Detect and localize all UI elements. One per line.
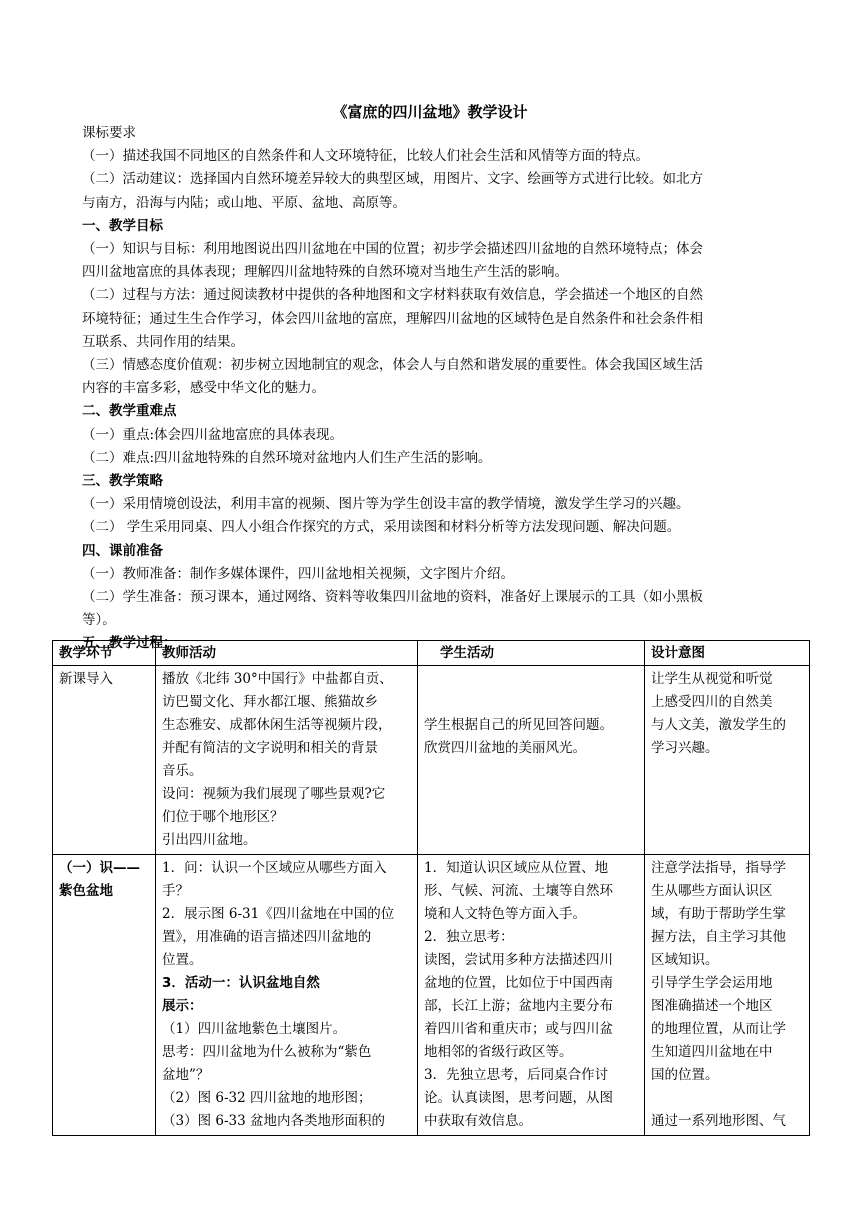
- cell-line: 位置。: [162, 952, 203, 968]
- cell-line: 盆地”？: [162, 1067, 210, 1083]
- header-design-intent: 设计意图: [645, 641, 810, 666]
- cell-line: 通过一系列地形图、气: [651, 1113, 786, 1129]
- paragraph-line: 四川盆地富庶的具体表现；理解四川盆地特殊的自然环境对当地生产生活的影响。: [82, 264, 568, 281]
- paragraph-line: 与南方，沿海与内陆；或山地、平原、盆地、高原等。: [82, 194, 406, 211]
- teaching-process-table: [52, 640, 810, 1136]
- cell-line: 展示：: [162, 998, 203, 1014]
- cell-line: 紫色盆地: [59, 883, 113, 899]
- student-activity-cell: [418, 855, 645, 1136]
- cell-line: 区域知识。: [651, 952, 719, 968]
- cell-line: 与人文美，激发学生的: [651, 717, 786, 733]
- cell-line: 握方法，自主学习其他: [651, 929, 786, 945]
- paragraph-line: 课标要求: [82, 125, 136, 141]
- document-title: 《富庶的四川盆地》教学设计: [332, 103, 528, 121]
- section-heading: 三、教学策略: [82, 473, 163, 490]
- cell-line: 1．知道认识区域应从位置、地: [424, 860, 609, 876]
- cell-line: 引出四川盆地。: [162, 832, 257, 848]
- teacher-activity-cell: [156, 666, 418, 855]
- paragraph-line: （二） 学生采用同桌、四人小组合作探究的方式，采用读图和材料分析等方法发现问题、解决问题。: [82, 519, 681, 536]
- cell-line: 的地理位置，从而让学: [651, 1021, 786, 1037]
- cell-line: （1）四川盆地紫色土壤图片。: [162, 1021, 347, 1037]
- cell-line: （3）图 6-33 盆地内各类地形面积的: [162, 1113, 386, 1129]
- cell-text-block: [424, 668, 638, 760]
- section-heading: 四、课前准备: [82, 542, 163, 559]
- paragraph-line: （二）活动建议：选择国内自然环境差异较大的典型区域，用图片、文字、绘画等方式进行比较。如北方: [82, 171, 703, 188]
- paragraph-line: （三）情感态度价值观：初步树立因地制宜的观念，体会人与自然和谐发展的重要性。体会我国区域生活: [82, 357, 703, 374]
- table-row: [53, 666, 810, 855]
- cell-line: 引导学生学会运用地: [651, 975, 773, 991]
- cell-line: 学习兴趣。: [651, 740, 719, 756]
- paragraph-line: （一）重点:体会四川盆地富庶的具体表现。: [82, 426, 344, 443]
- stage-cell: [53, 855, 156, 1136]
- cell-line: 思考：四川盆地为什么被称为“紫色: [162, 1044, 372, 1060]
- cell-line: 访巴蜀文化、拜水都江堰、熊猫故乡: [162, 694, 378, 710]
- paragraph-line: （二）难点:四川盆地特殊的自然环境对盆地内人们生产生活的影响。: [82, 449, 492, 466]
- section-heading: 一、教学目标: [82, 217, 163, 234]
- cell-line: 中获取有效信息。: [424, 1113, 532, 1129]
- paragraph-line: 环境特征；通过生生合作学习，体会四川盆地的富庶，理解四川盆地的区域特色是自然条件和社会条件相: [82, 310, 703, 327]
- cell-line: 上感受四川的自然美: [651, 694, 773, 710]
- cell-line: 域，有助于帮助学生掌: [651, 906, 786, 922]
- cell-line: 学生根据自己的所见回答问题。: [424, 717, 613, 733]
- cell-line: 手？: [162, 883, 189, 899]
- cell-line: 图准确描述一个地区: [651, 998, 773, 1014]
- cell-line: 着四川省和重庆市；或与四川盆: [424, 1021, 613, 1037]
- header-student-activity: 学生活动: [418, 641, 645, 666]
- paragraph-line: 等）。: [82, 612, 116, 629]
- paragraph-line: （一）采用情境创设法，利用丰富的视频、图片等为学生创设丰富的教学情境，激发学生学习的兴趣。: [82, 496, 690, 513]
- cell-line: 3．先独立思考，后同桌合作讨: [424, 1067, 609, 1083]
- cell-line: 置》，用准确的语言描述四川盆地的: [162, 929, 372, 945]
- cell-line: 论。认真读图，思考问题，从图: [424, 1090, 613, 1106]
- cell-line: 们位于哪个地形区？: [162, 809, 284, 825]
- paragraph-line: 互联系、共同作用的结果。: [82, 333, 244, 350]
- cell-line: [651, 1087, 803, 1110]
- document-body: [82, 122, 782, 656]
- design-intent-cell: [645, 666, 810, 855]
- cell-line: 播放《北纬 30°中国行》中盐都自贡、: [162, 671, 393, 687]
- cell-line: 并配有简洁的文字说明和相关的背景: [162, 740, 378, 756]
- cell-line: 1．问：认识一个区域应从哪些方面入: [162, 860, 387, 876]
- header-stage: 教学环节: [53, 641, 156, 666]
- cell-line: 部，长江上游；盆地内主要分布: [424, 998, 613, 1014]
- cell-line: 让学生从视觉和听觉: [651, 671, 773, 687]
- cell-line: 读图，尝试用多种方法描述四川: [424, 952, 613, 968]
- cell-line: 2．展示图 6-31《四川盆地在中国的位: [162, 906, 395, 922]
- table-row: [53, 855, 810, 1136]
- cell-line: （2）图 6-32 四川盆地的地形图；: [162, 1090, 372, 1106]
- cell-line: 音乐。: [162, 763, 203, 779]
- table-header-row: [53, 641, 810, 666]
- cell-line: 注意学法指导，指导学: [651, 860, 786, 876]
- cell-line: （一）识——: [59, 860, 140, 876]
- section-heading: 二、教学重难点: [82, 403, 177, 420]
- cell-line: 生态雅安、成都休闲生活等视频片段，: [162, 717, 392, 733]
- cell-line: 3．活动一：认识盆地自然: [162, 975, 320, 991]
- paragraph-line: （二）学生准备：预习课本，通过网络、资料等收集四川盆地的资料，准备好上课展示的工具（如小黑板: [82, 589, 703, 606]
- header-teacher-activity: 教师活动: [156, 641, 418, 666]
- paragraph-line: （一）描述我国不同地区的自然条件和人文环境特征，比较人们社会生活和风情等方面的特点。: [82, 148, 649, 165]
- cell-line: 生从哪些方面认识区: [651, 883, 773, 899]
- design-intent-cell: [645, 855, 810, 1136]
- paragraph-line: （二）过程与方法：通过阅读教材中提供的各种地图和文字材料获取有效信息，学会描述一个地区的自然: [82, 287, 703, 304]
- cell-line: 2．独立思考：: [424, 929, 514, 945]
- cell-line: 欣赏四川盆地的美丽风光。: [424, 740, 586, 756]
- student-activity-cell: [418, 666, 645, 855]
- paragraph-line: （一）知识与目标：利用地图说出四川盆地在中国的位置；初步学会描述四川盆地的自然环境特点；体会: [82, 241, 703, 258]
- cell-line: 国的位置。: [651, 1067, 719, 1083]
- paragraph-line: 内容的丰富多彩，感受中华文化的魅力。: [82, 380, 325, 397]
- section-heading: 五、教学过程：: [82, 635, 177, 652]
- paragraph-line: （一）教师准备：制作多媒体课件，四川盆地相关视频，文字图片介绍。: [82, 565, 514, 582]
- cell-line: 形、气候、河流、土壤等自然环: [424, 883, 613, 899]
- teacher-activity-cell: [156, 855, 418, 1136]
- cell-line: 设问：视频为我们展现了哪些景观?它: [162, 786, 386, 802]
- stage-cell: 新课导入: [53, 666, 156, 855]
- cell-line: 盆地的位置，比如位于中国西南: [424, 975, 613, 991]
- cell-line: 生知道四川盆地在中: [651, 1044, 773, 1060]
- cell-line: 地相邻的省级行政区等。: [424, 1044, 573, 1060]
- cell-line: 境和人文特色等方面入手。: [424, 906, 586, 922]
